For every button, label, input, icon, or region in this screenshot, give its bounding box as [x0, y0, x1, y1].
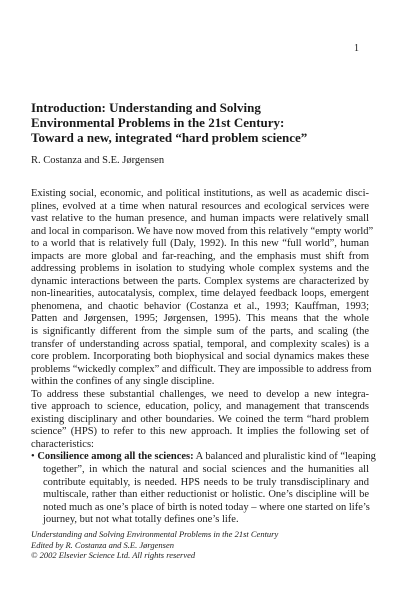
- bullet-text-line: contribute equitably, is needed. HPS needs to be truly transdisciplinary and: [43, 476, 369, 488]
- text-line: impacts are more global and far-reaching, and the emphasis must shift from: [31, 250, 369, 262]
- bullet-list-item: [31, 451, 376, 526]
- bullet-text-line: journey, but not what totally defines one’s life.: [43, 514, 239, 526]
- footer-book-title: Understanding and Solving Environmental Problems in the 21st Century: [31, 529, 279, 539]
- text-line: characteristics:: [31, 438, 94, 450]
- text-line: is significantly different from the simple sum of the parts, and scaling (the: [31, 326, 369, 338]
- authors: R. Costanza and S.E. Jørgensen: [31, 155, 165, 166]
- text-line: addressing problems in isolation to studying whole complex systems and the: [31, 263, 369, 275]
- bullet-text-line: together”, in which the natural and social sciences and the humanities all: [43, 464, 369, 476]
- text-line: phenomena, and chaotic behavior (Costanza et al., 1993; Kauffman, 1993;: [31, 300, 369, 312]
- footer-editors: Edited by R. Costanza and S.E. Jørgensen: [31, 539, 174, 550]
- text-line: existing disciplinary and other boundaries. We coined the term “hard problem: [31, 413, 369, 425]
- body-text: [31, 188, 376, 527]
- text-line: and local in comparison. We have now moved from this relatively “empty world”: [31, 225, 374, 237]
- text-line: To address these substantial challenges, we need to develop a new integra-: [31, 388, 369, 400]
- footer-copyright: © 2002 Elsevier Science Ltd. All rights reserved: [31, 550, 196, 560]
- bullet-first-line-text: A balanced and pluralistic kind of “leaping: [193, 451, 376, 463]
- page-number: 1: [354, 43, 359, 54]
- bullet-first-line: [31, 451, 376, 464]
- bullet-text-line: multiscale, rather than either reductionist or holistic. One’s discipline will be: [43, 489, 369, 501]
- bullet-term: Consilience among all the sciences:: [37, 451, 194, 463]
- text-line: core problem. Incorporating both biophysical and social dynamics makes these: [31, 351, 369, 363]
- paragraph-2: [31, 389, 369, 452]
- text-line: Existing social, economic, and political institutions, as well as academic disci-: [31, 188, 369, 199]
- text-line: within the confines of any single discipline.: [31, 376, 215, 388]
- text-line: transfer of understanding across spatial, temporal, and complexity scales) is a: [31, 338, 369, 350]
- bullet-text-line: noted much as one’s place of birth is noted today – where one started on life’s: [43, 501, 370, 513]
- title-line-1: Introduction: Understanding and Solving: [31, 100, 261, 115]
- text-line: vast relative to the human presence, and human impacts were relatively small: [31, 213, 369, 225]
- chapter-title: [31, 100, 361, 145]
- text-line: plines, evolved at a time when natural resources and ecological services were: [31, 200, 369, 212]
- bullet-marker: •: [31, 451, 35, 463]
- text-line: non-linearities, autocatalysis, complex, time delayed feedback loops, emergent: [31, 288, 369, 300]
- text-line: tive approach to science, education, policy, and management that transcends: [31, 401, 369, 413]
- text-line: problems “wickedly complex” and difficult. They are impossible to address from: [31, 363, 372, 375]
- text-line: science” (HPS) to refer to this new approach. It implies the following set of: [31, 426, 369, 438]
- page-footer: [31, 529, 369, 561]
- text-line: to a world that is relatively full (Daly, 1992). In this new “full world”, human: [31, 238, 369, 250]
- text-line: dynamic interactions between the parts. Complex systems are characterized by: [31, 275, 369, 287]
- text-line: Patten and Jørgensen, 1995; Jørgensen, 1995). This means that the whole: [31, 313, 369, 325]
- title-line-3: Toward a new, integrated “hard problem science”: [31, 130, 308, 145]
- paragraph-1: [31, 188, 374, 389]
- title-line-2: Environmental Problems in the 21st Century:: [31, 115, 285, 130]
